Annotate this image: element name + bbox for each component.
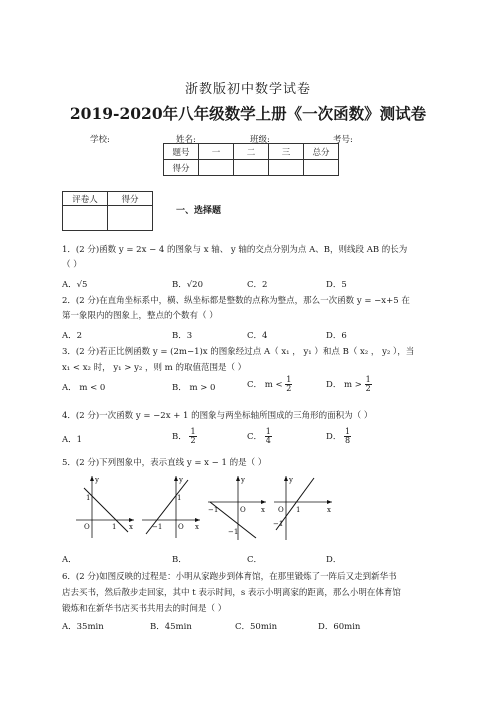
score-header-cell: 二	[234, 144, 269, 160]
x-arrow-icon	[327, 500, 332, 504]
question-6-cont-2: 锻炼和在新华书店买书共用去的时间是（ ）	[62, 604, 227, 614]
origin-label: O	[84, 523, 90, 531]
grader-score-label: 得分	[108, 192, 153, 206]
question-3-cont: x₁ < x₂ 时， y₁ > y₂ ，则 m 的取值范围是（ ）	[62, 363, 247, 373]
graph-b[interactable]	[140, 472, 202, 542]
q3-option-c-label: C． m <	[247, 380, 283, 390]
question-2-text: 2．(2 分)在直角坐标系中，横、纵坐标都是整数的点称为整点，那么一次函数 y = −x+5 在	[62, 296, 410, 306]
x-label: x	[327, 506, 331, 514]
tick-label: 1	[112, 523, 117, 531]
graph-c[interactable]	[206, 472, 268, 542]
fraction-numerator: 1	[345, 427, 351, 436]
q1-option-c[interactable]: C．2	[247, 280, 268, 290]
q2-option-c[interactable]: C．4	[247, 331, 268, 341]
tick-label: −1	[228, 528, 239, 536]
graph-a[interactable]	[74, 472, 136, 542]
tick-label: 1	[86, 494, 91, 502]
q5-option-a[interactable]: A．	[62, 555, 77, 565]
x-label: x	[261, 506, 265, 514]
tick-label: −1	[208, 506, 219, 514]
q4-option-b[interactable]	[172, 428, 197, 445]
q5-option-b[interactable]: B．	[172, 555, 187, 565]
question-6-cont: 店去买书，然后散步走回家，其中 t 表示时间，s 表示小明离家的距离，那么小明在体育馆	[62, 588, 401, 598]
score-table	[163, 143, 339, 176]
score-cell[interactable]	[234, 160, 269, 176]
name-label: 姓名:	[176, 135, 196, 145]
x-label: x	[129, 523, 133, 531]
q2-option-b[interactable]: B．3	[172, 331, 193, 341]
x-arrow-icon	[129, 518, 134, 522]
score-header-cell: 题号	[164, 144, 199, 160]
fraction-one-eighth	[344, 428, 351, 445]
exam-subtitle: 浙教版初中数学试卷	[184, 82, 311, 97]
x-arrow-icon	[261, 500, 266, 504]
class-label: 班级:	[250, 135, 270, 145]
y-label: y	[289, 476, 293, 484]
y-arrow-icon	[174, 476, 178, 481]
q6-option-a[interactable]: A．35min	[62, 622, 104, 632]
y-arrow-icon	[236, 476, 240, 481]
q1-option-d[interactable]: D．5	[326, 280, 347, 290]
q1-option-a[interactable]: A．√5	[62, 280, 88, 290]
q2-option-d[interactable]: D．6	[326, 331, 347, 341]
x-arrow-icon	[195, 518, 200, 522]
score-header-cell: 总分	[304, 144, 339, 160]
fraction-one-half	[365, 376, 372, 393]
question-1-text: 1．(2 分)函数 y = 2x − 4 的图象与 x 轴、 y 轴的交点分别为点 A、B，则线段 AB 的长为	[62, 245, 408, 255]
fraction-numerator: 1	[265, 427, 271, 436]
fraction-one-half	[285, 376, 292, 393]
q4-option-a[interactable]: A．1	[62, 435, 83, 445]
grader-table	[62, 191, 153, 231]
question-2-cont: 第一象限内的图象上，整点的个数有（ ）	[62, 311, 218, 321]
question-4-text: 4．(2 分)一次函数 y = −2x + 1 的图象与两坐标轴所围成的三角形的面积为（ ）	[62, 411, 373, 421]
q1-option-b[interactable]: B．√20	[172, 280, 203, 290]
fraction-numerator: 1	[190, 427, 196, 436]
fraction-numerator: 1	[365, 375, 371, 384]
q4-option-c[interactable]	[247, 428, 272, 445]
fraction-denominator: 4	[265, 436, 271, 445]
fraction-denominator: 8	[345, 436, 351, 445]
tick-label: 1	[177, 494, 182, 502]
exam-title: 2019-2020年八年级数学上册《一次函数》测试卷	[69, 104, 427, 123]
q6-option-d[interactable]: D．60min	[318, 622, 361, 632]
fraction-denominator: 2	[365, 384, 371, 393]
reviewer-label: 评卷人	[63, 192, 108, 206]
question-3-text: 3．(2 分)若正比例函数 y = (2m−1)x 的图象经过点 A（ x₁ ， y₁ ）和点 B（ x₂ ， y₂ ），当	[62, 347, 415, 357]
q2-option-a[interactable]: A．2	[62, 331, 83, 341]
graph-line	[84, 488, 128, 532]
q5-option-c[interactable]: C．	[247, 555, 263, 565]
q4-option-d[interactable]	[326, 428, 351, 445]
reviewer-cell[interactable]	[63, 206, 108, 231]
section-heading: 一、选择题	[176, 206, 222, 216]
score-row-label: 得分	[164, 160, 199, 176]
q3-option-c[interactable]	[247, 376, 292, 393]
number-label: 考号:	[333, 135, 353, 145]
question-1-paren: （ ）	[62, 260, 82, 270]
score-cell[interactable]	[304, 160, 339, 176]
q3-option-a[interactable]: A． m < 0	[62, 383, 106, 393]
origin-label: O	[278, 506, 284, 514]
q4-option-d-label: D．	[326, 432, 342, 442]
tick-label: 1	[296, 506, 301, 514]
y-label: y	[241, 476, 245, 484]
fraction-denominator: 2	[190, 436, 196, 445]
q4-option-b-label: B．	[172, 432, 187, 442]
q6-option-b[interactable]: B．45min	[150, 622, 192, 632]
x-label: x	[195, 523, 199, 531]
y-arrow-icon	[90, 476, 94, 481]
score-header-cell: 一	[199, 144, 234, 160]
tick-label: −1	[152, 523, 163, 531]
y-label: y	[95, 476, 99, 484]
school-label: 学校:	[90, 135, 110, 145]
question-6-text: 6．(2 分)如图反映的过程是：小明从家跑步到体育馆，在那里锻炼了一阵后又走到新华书	[62, 572, 397, 582]
q3-option-d-label: D． m >	[326, 380, 362, 390]
fraction-one-half	[189, 428, 196, 445]
q5-option-d[interactable]: D．	[326, 555, 342, 565]
y-arrow-icon	[284, 476, 288, 481]
question-5-text: 5．(2 分)下列图象中，表示直线 y = x − 1 的是（ ）	[62, 458, 267, 468]
score-cell[interactable]	[269, 160, 304, 176]
grader-score-cell[interactable]	[108, 206, 153, 231]
q3-option-d[interactable]	[326, 376, 372, 393]
score-cell[interactable]	[199, 160, 234, 176]
origin-label: O	[240, 506, 246, 514]
y-label: y	[179, 476, 183, 484]
q4-option-c-label: C．	[247, 432, 263, 442]
q6-option-c[interactable]: C．50min	[235, 622, 278, 632]
q3-option-b[interactable]: B． m > 0	[172, 383, 216, 393]
origin-label: O	[178, 523, 184, 531]
fraction-denominator: 2	[286, 384, 292, 393]
fraction-numerator: 1	[286, 375, 292, 384]
tick-label: −1	[273, 520, 284, 528]
fraction-one-quarter	[265, 428, 272, 445]
graph-d[interactable]	[272, 472, 334, 542]
score-header-cell: 三	[269, 144, 304, 160]
